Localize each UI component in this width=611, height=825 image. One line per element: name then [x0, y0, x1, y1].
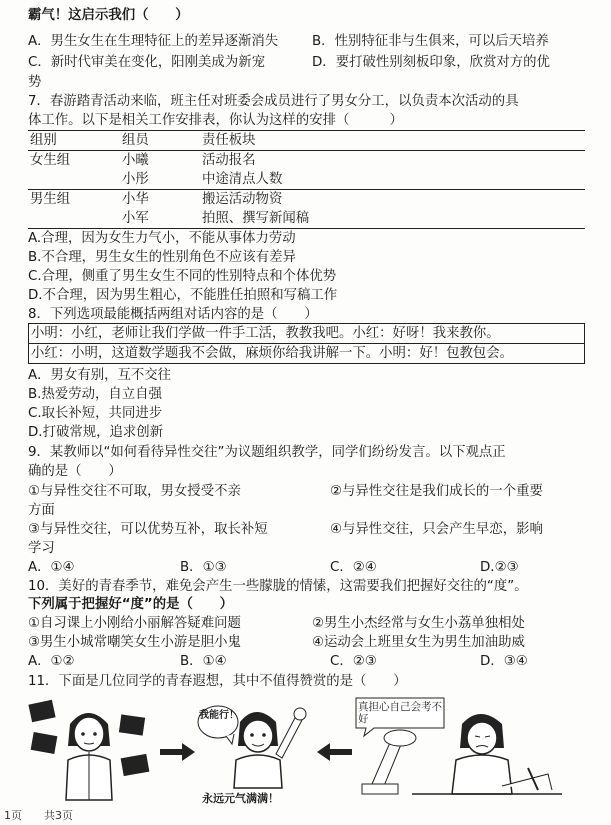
q8-stem: 8．下列选项最能概括两组对话内容的是（ ） — [28, 307, 318, 322]
q9-view-3: ③与异性交往，可以优势互补，取长补短 — [28, 522, 268, 537]
table-row — [28, 209, 585, 229]
caption-full-of-energy: 永远元气满满！ — [202, 792, 279, 805]
table-cell-duty: 中途清点人数 — [202, 172, 283, 187]
table-cell-member: 小曦 — [120, 151, 200, 171]
table-row — [28, 170, 585, 190]
q10-statement-4: ④运动会上班里女生为男生加油助威 — [312, 635, 525, 650]
q9-stem-line2: 确的是（ ） — [28, 464, 122, 479]
arrow-right-icon — [160, 742, 196, 762]
cartoon-worried-student — [352, 694, 572, 806]
q8-option-c: C.取长补短，共同进步 — [28, 406, 163, 421]
q6-option-d: D．要打破性别刻板印象，欣赏对方的优 — [312, 55, 550, 70]
q9-view-2: ②与异性交往是我们成长的一个重要 — [330, 484, 543, 499]
q9-view-1: ①与异性交往不可取，男女授受不亲 — [28, 484, 241, 499]
q8-option-a: A．男女有别，互不交往 — [28, 368, 172, 383]
q11-stem: 11．下面是几位同学的青春遐想，其中不值得赞赏的是（ ） — [28, 674, 407, 689]
table-cell-member: 小军 — [120, 209, 200, 229]
q10-statement-3: ③男生小城常嘲笑女生小游是胆小鬼 — [28, 635, 241, 650]
table-cell-duty: 活动报名 — [200, 151, 585, 171]
q9-stem-line1: 9．某教师以“如何看待异性交往”为议题组织教学，同学们纷纷发言。以下观点正 — [28, 445, 506, 460]
table-cell-group: 女生组 — [28, 151, 120, 171]
table-row — [28, 151, 585, 171]
table-cell-group: 男生组 — [28, 190, 120, 210]
q9-view-4-cont: 学习 — [28, 541, 55, 556]
q6-option-a: A．男生女生在生理特征上的差异逐渐消失 — [28, 34, 279, 49]
q10-choice-c: C．②③ — [330, 654, 377, 669]
cartoon-girl-with-books — [28, 694, 158, 806]
table-cell-member: 小华 — [120, 190, 200, 210]
table-row — [28, 190, 585, 210]
q6-option-b: B．性别特征非与生俱来，可以后天培养 — [312, 34, 549, 49]
q6-tail: 霸气！这启示我们（ ） — [28, 8, 189, 23]
q7-option-c: C.合理，侧重了男生女生不同的性别特点和个体优势 — [28, 269, 337, 284]
table-cell-group — [28, 209, 120, 229]
q9-view-2-cont: 方面 — [28, 503, 55, 518]
speech-bubble-can-do: 我能行！ — [199, 710, 239, 721]
q9-view-4: ④与异性交往，只会产生早恋，影响 — [330, 522, 543, 537]
table-cell-duty: 拍照、撰写新闻稿 — [200, 209, 585, 229]
q10-choice-a: A．①② — [28, 654, 75, 669]
header-group: 组别 — [28, 131, 120, 151]
q8-option-d: D.打破常规，追求创新 — [28, 425, 164, 440]
header-duty: 责任板块 — [200, 131, 585, 151]
q8-dialog-2: 小红：小明，这道数学题我不会做，麻烦你给我讲解一下。小明：好！包教包会。 — [28, 343, 585, 364]
q8-option-b: B.热爱劳动，自立自强 — [28, 387, 162, 402]
q7-option-a: A.合理，因为女生力气小，不能从事体力劳动 — [28, 231, 296, 246]
q7-stem-line2: 体工作。以下是相关工作安排表，你认为这样的安排（ ） — [28, 113, 403, 128]
role-assignment-table — [28, 130, 585, 229]
table-cell-duty: 搬运活动物资 — [200, 190, 585, 210]
q7-option-d: D.不合理，因为男生粗心，不能胜任拍照和写稿工作 — [28, 288, 338, 303]
q9-choice-c: C．②④ — [330, 560, 377, 575]
q7-stem-line1: 7．春游踏青活动来临，班主任对班委会成员进行了男女分工，以负责本次活动的具 — [28, 94, 519, 109]
q7-option-b: B.不合理，男生女生的性别角色不应该有差异 — [28, 250, 296, 265]
header-member: 组员 — [120, 131, 200, 151]
q6-option-d-cont: 势 — [28, 75, 42, 90]
q9-choice-a: A．①④ — [28, 560, 75, 575]
q9-choice-b: B．①③ — [180, 560, 227, 575]
arrow-left-icon — [316, 742, 352, 762]
q9-choice-d: D.②③ — [480, 560, 519, 575]
q10-statement-1: ①自习课上小刚给小丽解答疑难问题 — [28, 616, 241, 631]
q6-option-c: C．新时代审美在变化，阳刚美成为新宠 — [28, 55, 265, 70]
table-header-row — [28, 131, 585, 151]
table-cell-group — [28, 170, 120, 190]
q10-stem-line1: 10．美好的青春季节，难免会产生一些朦胧的情愫，这需要我们把握好交往的“度”。 — [28, 579, 528, 594]
table-cell-member: 小彤 — [122, 172, 149, 187]
speech-bubble-worried: 真担心自己会考不好 — [358, 701, 442, 725]
q10-choice-d: D．③④ — [480, 654, 528, 669]
q10-stem-line2: 下列属于把握好“度”的是（ ） — [28, 597, 234, 612]
q8-dialog-1: 小明：小红，老师让我们学做一件手工活，教教我吧。小红：好呀！我来教你。 — [28, 323, 585, 344]
q10-statement-2: ②男生小杰经常与女生小荔单独相处 — [312, 616, 525, 631]
q10-choice-b: B．①④ — [180, 654, 227, 669]
cartoon-energetic-girl — [196, 694, 316, 806]
page-footer: 1页 共3页 — [4, 809, 73, 822]
